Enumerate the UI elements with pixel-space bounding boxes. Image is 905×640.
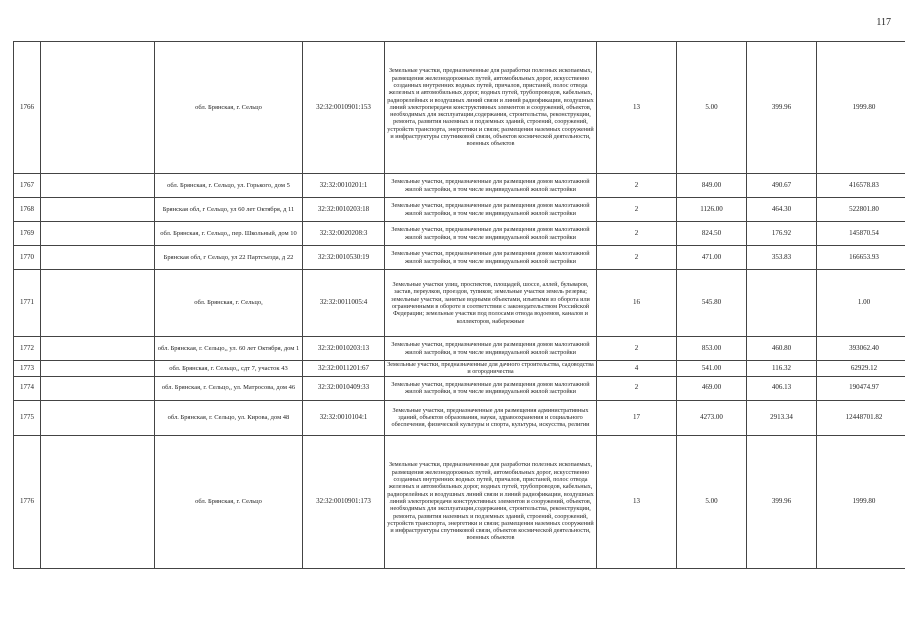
specific-value-cell: 406.13 bbox=[747, 376, 817, 400]
specific-value-cell: 2913.34 bbox=[747, 400, 817, 435]
cadastral-number-cell: 32:32:0010530:19 bbox=[303, 246, 385, 270]
cadastral-value-cell: 416578.83 bbox=[817, 174, 905, 198]
area-cell: 1126.00 bbox=[677, 198, 747, 222]
land-use-cell: Земельные участки, предназначенные для размещения домов малоэтажной жилой застройки, в том числе индивидуальной жилой застройки bbox=[385, 337, 597, 361]
cadastral-value-cell: 166653.93 bbox=[817, 246, 905, 270]
use-group-cell: 17 bbox=[597, 400, 677, 435]
empty-cell bbox=[41, 270, 155, 337]
cadastral-number-cell: 32:32:0011201:67 bbox=[303, 361, 385, 377]
empty-cell bbox=[41, 42, 155, 174]
record-number-cell: 1771 bbox=[14, 270, 41, 337]
specific-value-cell: 353.83 bbox=[747, 246, 817, 270]
address-cell: Брянская обл, г Сельцо, ул 22 Партсъезда, д 22 bbox=[155, 246, 303, 270]
use-group-cell: 2 bbox=[597, 337, 677, 361]
empty-cell bbox=[41, 361, 155, 377]
cadastral-value-cell: 12448701.82 bbox=[817, 400, 905, 435]
cadastral-number-cell: 32:32:0010409:33 bbox=[303, 376, 385, 400]
specific-value-cell: 176.92 bbox=[747, 222, 817, 246]
cadastral-value-cell: 522801.80 bbox=[817, 198, 905, 222]
area-cell: 5.00 bbox=[677, 42, 747, 174]
area-cell: 545.80 bbox=[677, 270, 747, 337]
address-cell: обл. Брянская, г. Сельцо,, пер. Школьный, дом 10 bbox=[155, 222, 303, 246]
land-use-cell: Земельные участки, предназначенные для разработки полезных ископаемых, размещения железнодорожных путей, автомобильных дорог, искусственно созданных внутренних водных путей, причалов, пристаней, полос отвода железных и автомобильных дорог, водных путей, трубопроводов, кабельных, радиорелейных и воздушных линий связи и линий радиофикации, воздушных линий электропередачи конструктивных элементов и сооружений, объектов, необходимых для эксплуатации,содержания, строительства, реконструкции, ремонта, развития наземных и подземных зданий, строений, сооружений, устройств транспорта, энергетики и связи; размещения наземных сооружений и инфраструктуры спутниковой связи, объектов космической деятельности, военных объектов bbox=[385, 42, 597, 174]
table-row bbox=[14, 400, 905, 435]
table-row bbox=[14, 222, 905, 246]
table-body bbox=[14, 42, 905, 569]
record-number-cell: 1773 bbox=[14, 361, 41, 377]
address-cell: обл. Брянская, г. Сельцо, ул. Горького, дом 5 bbox=[155, 174, 303, 198]
empty-cell bbox=[41, 174, 155, 198]
address-cell: обл. Брянская, г. Сельцо, ул. Кирова, дом 48 bbox=[155, 400, 303, 435]
table-row bbox=[14, 270, 905, 337]
area-cell: 469.00 bbox=[677, 376, 747, 400]
page-number: 117 bbox=[876, 17, 891, 28]
area-cell: 849.00 bbox=[677, 174, 747, 198]
specific-value-cell: 490.67 bbox=[747, 174, 817, 198]
land-use-cell: Земельные участки, предназначенные для размещения домов малоэтажной жилой застройки, в том числе индивидуальной жилой застройки bbox=[385, 246, 597, 270]
record-number-cell: 1766 bbox=[14, 42, 41, 174]
specific-value-cell: 464.30 bbox=[747, 198, 817, 222]
record-number-cell: 1767 bbox=[14, 174, 41, 198]
table-row bbox=[14, 435, 905, 568]
land-use-cell: Земельные участки улиц, проспектов, площадей, шоссе, аллей, бульваров, застав, переулков, проездов, тупиков; земельные участки земель резерва; земельные участки, занятые водными объектами, изъятыми из оборота или ограниченными в обороте в соответствии с законодательством Российской Федерации; земельные участки под полосами отвода водоемов, каналов и коллекторов, набережные bbox=[385, 270, 597, 337]
table-row bbox=[14, 174, 905, 198]
land-use-cell: Земельные участки, предназначенные для размещения домов малоэтажной жилой застройки, в том числе индивидуальной жилой застройки bbox=[385, 222, 597, 246]
empty-cell bbox=[41, 337, 155, 361]
use-group-cell: 13 bbox=[597, 435, 677, 568]
table-row bbox=[14, 337, 905, 361]
table-row bbox=[14, 361, 905, 377]
cadastral-number-cell: 32:32:0010104:1 bbox=[303, 400, 385, 435]
land-use-cell: Земельные участки, предназначенные для дачного строительства, садоводства и огородничества bbox=[385, 361, 597, 377]
use-group-cell: 2 bbox=[597, 376, 677, 400]
cadastral-value-cell: 1999.80 bbox=[817, 42, 905, 174]
area-cell: 471.00 bbox=[677, 246, 747, 270]
empty-cell bbox=[41, 435, 155, 568]
land-use-cell: Земельные участки, предназначенные для размещения домов малоэтажной жилой застройки, в том числе индивидуальной жилой застройки bbox=[385, 174, 597, 198]
specific-value-cell: 116.32 bbox=[747, 361, 817, 377]
empty-cell bbox=[41, 400, 155, 435]
address-cell: обл. Брянская, г. Сельцо,, ул. Матросова, дом 46 bbox=[155, 376, 303, 400]
use-group-cell: 13 bbox=[597, 42, 677, 174]
use-group-cell: 4 bbox=[597, 361, 677, 377]
area-cell: 4273.00 bbox=[677, 400, 747, 435]
record-number-cell: 1776 bbox=[14, 435, 41, 568]
use-group-cell: 2 bbox=[597, 198, 677, 222]
record-number-cell: 1774 bbox=[14, 376, 41, 400]
address-cell: Брянская обл, г Сельцо, ул 60 лет Октября, д 11 bbox=[155, 198, 303, 222]
address-cell: обл. Брянская, г. Сельцо, bbox=[155, 270, 303, 337]
cadastral-number-cell: 32:32:0020208:3 bbox=[303, 222, 385, 246]
record-number-cell: 1769 bbox=[14, 222, 41, 246]
cadastral-value-cell: 1.00 bbox=[817, 270, 905, 337]
table-row bbox=[14, 198, 905, 222]
land-use-cell: Земельные участки, предназначенные для размещения домов малоэтажной жилой застройки, в том числе индивидуальной жилой застройки bbox=[385, 376, 597, 400]
land-use-cell: Земельные участки, предназначенные для разработки полезных ископаемых, размещения железнодорожных путей, автомобильных дорог, искусственно созданных внутренних водных путей, причалов, пристаней, полос отвода железных и автомобильных дорог, водных путей, трубопроводов, кабельных, радиорелейных и воздушных линий связи и линий радиофикации, воздушных линий электропередачи конструктивных элементов и сооружений, объектов, необходимых для эксплуатации,содержания, строительства, реконструкции, ремонта, развития наземных и подземных зданий, строений, сооружений, устройств транспорта, энергетики и связи; размещения наземных сооружений и инфраструктуры спутниковой связи, объектов космической деятельности, военных объектов bbox=[385, 435, 597, 568]
address-cell: обл. Брянская, г. Сельцо bbox=[155, 435, 303, 568]
cadastral-number-cell: 32:32:0010203:13 bbox=[303, 337, 385, 361]
cadastral-number-cell: 32:32:0011005:4 bbox=[303, 270, 385, 337]
empty-cell bbox=[41, 222, 155, 246]
land-registry-table bbox=[13, 41, 905, 569]
address-cell: обл. Брянская, г. Сельцо,, сдт 7, участок 43 bbox=[155, 361, 303, 377]
land-use-cell: Земельные участки, предназначенные для размещения домов малоэтажной жилой застройки, в том числе индивидуальной жилой застройки bbox=[385, 198, 597, 222]
record-number-cell: 1768 bbox=[14, 198, 41, 222]
specific-value-cell bbox=[747, 270, 817, 337]
cadastral-value-cell: 62929.12 bbox=[817, 361, 905, 377]
cadastral-number-cell: 32:32:0010201:1 bbox=[303, 174, 385, 198]
cadastral-number-cell: 32:32:0010203:18 bbox=[303, 198, 385, 222]
use-group-cell: 2 bbox=[597, 246, 677, 270]
cadastral-number-cell: 32:32:0010901:153 bbox=[303, 42, 385, 174]
table-row bbox=[14, 42, 905, 174]
table-row bbox=[14, 376, 905, 400]
record-number-cell: 1770 bbox=[14, 246, 41, 270]
record-number-cell: 1775 bbox=[14, 400, 41, 435]
empty-cell bbox=[41, 246, 155, 270]
specific-value-cell: 460.80 bbox=[747, 337, 817, 361]
area-cell: 853.00 bbox=[677, 337, 747, 361]
use-group-cell: 16 bbox=[597, 270, 677, 337]
cadastral-value-cell: 145870.54 bbox=[817, 222, 905, 246]
address-cell: обл. Брянская, г. Сельцо bbox=[155, 42, 303, 174]
area-cell: 5.00 bbox=[677, 435, 747, 568]
cadastral-value-cell: 190474.97 bbox=[817, 376, 905, 400]
address-cell: обл. Брянская, г. Сельцо,, ул. 60 лет Октября, дом 1 bbox=[155, 337, 303, 361]
cadastral-value-cell: 1999.80 bbox=[817, 435, 905, 568]
table-row bbox=[14, 246, 905, 270]
specific-value-cell: 399.96 bbox=[747, 435, 817, 568]
empty-cell bbox=[41, 376, 155, 400]
record-number-cell: 1772 bbox=[14, 337, 41, 361]
specific-value-cell: 399.96 bbox=[747, 42, 817, 174]
use-group-cell: 2 bbox=[597, 222, 677, 246]
use-group-cell: 2 bbox=[597, 174, 677, 198]
area-cell: 824.50 bbox=[677, 222, 747, 246]
cadastral-number-cell: 32:32:0010901:173 bbox=[303, 435, 385, 568]
cadastral-value-cell: 393062.40 bbox=[817, 337, 905, 361]
area-cell: 541.00 bbox=[677, 361, 747, 377]
empty-cell bbox=[41, 198, 155, 222]
land-use-cell: Земельные участки, предназначенные для размещения административных зданий, объектов образования, науки, здравоохранения и социального обеспечения, физической культуры и спорта, культуры, искусства, религии bbox=[385, 400, 597, 435]
